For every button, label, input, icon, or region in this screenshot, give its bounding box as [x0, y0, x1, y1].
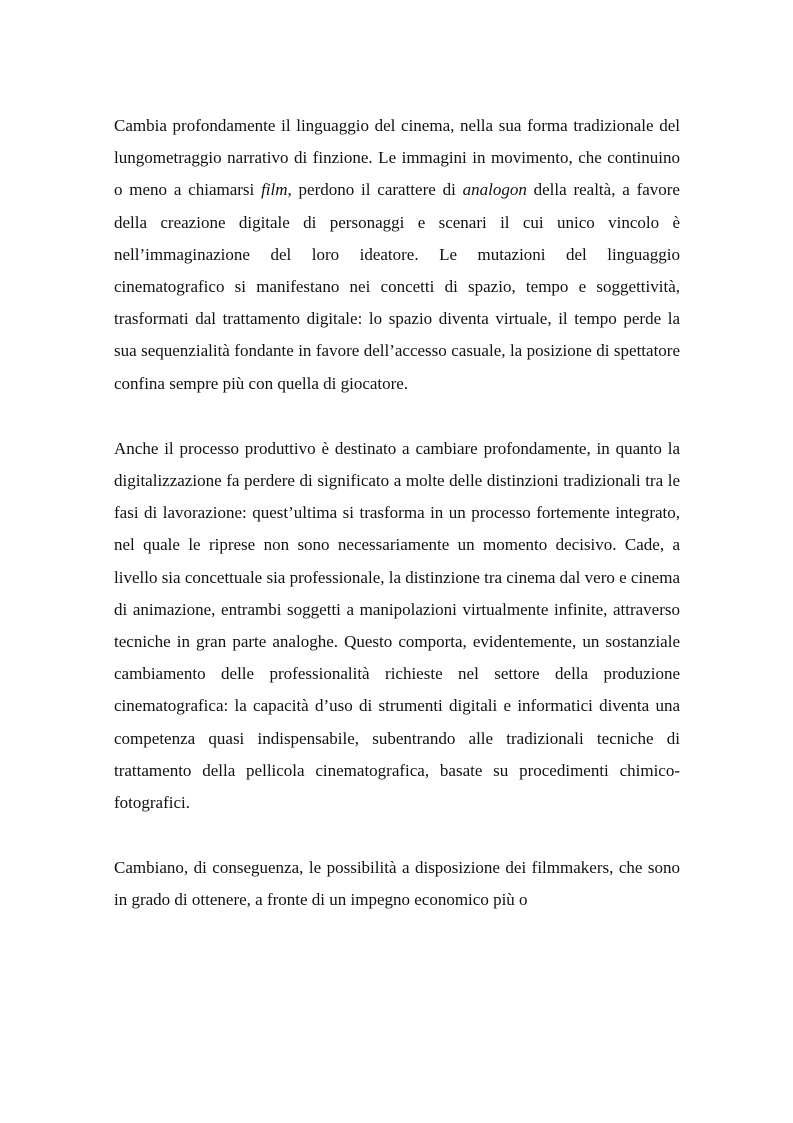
text-segment: Anche il processo produttivo è destinato a cambiare profondamente, in quanto la digitalizzazione fa perdere di significato a molte delle distinzioni tradizionali tra le fasi di lavorazione: quest’ultima si trasforma in un processo fortemente integrato, nel quale le riprese non sono necessariamente un momento decisivo. Cade, a livello sia concettuale sia professionale, la distinzione tra cinema dal vero e cinema di animazione, entrambi soggetti a manipolazioni virtualmente infinite, attraverso tecniche in gran parte analoghe. Questo comporta, evidentemente, un sostanziale cambiamento delle professionalità richieste nel settore della produzione cinematografica: la capacità d’uso di strumenti digitali e informatici diventa una competenza quasi indispensabile, subentrando alle tradizionali tecniche di trattamento della pellicola cinematografica, basate su procedimenti chimico-fotografici.	[114, 438, 680, 813]
text-segment: Cambia profondamente il linguaggio del cinema, nella sua forma tradizionale del lungometraggio narrativo di finzione. Le immagini in movimento, che continuino o meno a chiamarsi	[114, 116, 680, 200]
text-segment: Cambiano, di conseguenza, le possibilità a disposizione dei filmmakers, che sono in grado di ottenere, a fronte di un impegno economico più o	[114, 858, 680, 910]
text-segment-italic: analogon	[462, 180, 527, 200]
paragraph	[114, 110, 680, 400]
body-text	[114, 110, 680, 950]
paragraph	[114, 433, 680, 819]
text-segment: , perdono il carattere di	[287, 180, 463, 200]
text-segment-italic: film	[261, 180, 288, 200]
text-segment: della realtà, a favore della creazione digitale di personaggi e scenari il cui unico vincolo è nell’immaginazione del loro ideatore. Le mutazioni del linguaggio cinematografico si manifestano nei concetti di spazio, tempo e soggettività, trasformati dal trattamento digitale: lo spazio diventa virtuale, il tempo perde la sua sequenzialità fondante in favore dell’accesso casuale, la posizione di spettatore confina sempre più con quella di giocatore.	[114, 180, 680, 393]
paragraph	[114, 852, 680, 916]
